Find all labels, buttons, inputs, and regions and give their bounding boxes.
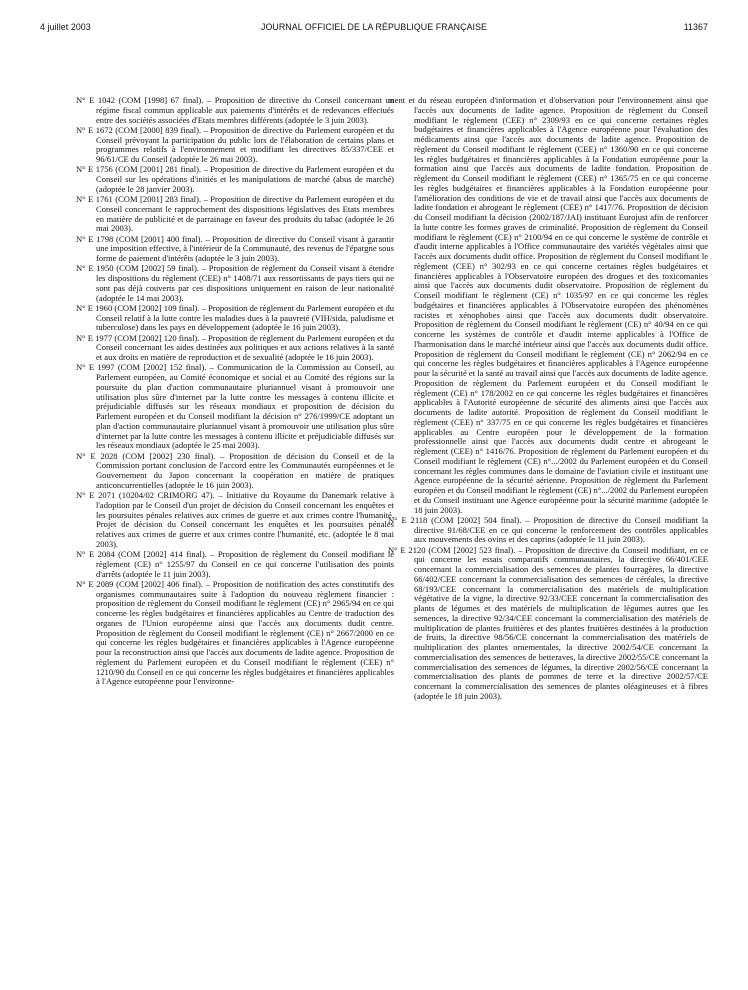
list-entry: N° E 1950 (COM [2002] 59 final). – Proposition de règlement du Conseil visant à étendre les dispositions du règlement (CEE) n° 1408/71 aux ressortissants de pays tiers qui ne sont pas déjà couverts par ces dispositions uniquement en raison de leur nationalité (adoptée le 14 mai 2003). bbox=[76, 263, 394, 303]
list-entry: N° E 1960 (COM [2002] 109 final). – Proposition de règlement du Parlement européen et du Conseil relatif à la lutte contre les maladies dues à la pauvreté (VIH/sida, paludisme et tuberculose) dans les pays en développement (adoptée le 16 juin 2003). bbox=[76, 302, 394, 333]
list-entry: N° E 2118 (COM [2002] 504 final). – Proposition de directive du Conseil modifiant la directive 91/68/CEE en ce qui concerne le renforcement des contrôles applicables aux mouvements des ovins et des caprins (adoptée le 11 juin 2003). bbox=[388, 514, 708, 545]
right-column bbox=[388, 96, 708, 702]
issue-date: 4 juillet 2003 bbox=[40, 22, 91, 32]
list-entry: N° E 1042 (COM [1998] 67 final). – Proposition de directive du Conseil concernant un régime fiscal commun applicable aux paiements d'intérêts et de redevances effectués entre des sociétés associées d'Etats membres différents (adoptée le 3 juin 2003). bbox=[76, 95, 394, 125]
entry-continuation: ment et du réseau européen d'information et d'observation pour l'environnement ainsi que l'accès aux documents de ladite agence. Proposition de règlement du Conseil modifiant le règlement (CEE) n° 2309/93 en ce qui concerne certaines règles budgétaires et financières applicables à l'Agence européenne pour l'évaluation des médicaments ainsi que l'accès aux documents de ladite agence. Proposition de règlement du Conseil modifiant le règlement (CEE) n° 1360/90 en ce qui concerne les règles budgétaires et financières applicables à la Fondation européenne pour la formation ainsi que l'accès aux documents de ladite fondation. Proposition de règlement du Conseil modifiant le règlement (CEE) n° 1365/75 en ce qui concerne les règles budgétaires et financières applicables à la Fondation européenne pour l'amélioration des conditions de vie et de travail ainsi que l'accès aux documents de ladite fondation et abrogeant le règlement (CEE) n° 1417/76. Proposition de décision du Conseil modifiant la décision (2002/187/JAI) instituant Eurojust afin de renforcer la lutte contre les formes graves de criminalité. Proposition de règlement du Conseil modifiant le règlement (CE) n° 2100/94 en ce qui concerne le système de contrôle et d'audit interne applicables à l'Office communautaire des variétés végétales ainsi que l'accès aux documents dudit office. Proposition de règlement du Conseil modifiant le règlement (CEE) n° 302/93 en ce qui concerne certaines règles budgétaires et financières applicables à l'Observatoire européen des drogues et des toxicomanies ainsi que l'accès aux documents dudit observatoire. Proposition de règlement du Conseil modifiant le règlement (CE) n° 1035/97 en ce qui concerne les règles budgétaires et financières applicables à l'Observatoire européen des phénomènes racistes et xénophobes ainsi que l'accès aux documents dudit observatoire. Proposition de règlement du Conseil modifiant le règlement (CE) n° 40/94 en ce qui concerne les systèmes de contrôle et d'audit interne applicables à l'Office de l'harmonisation dans le marché intérieur ainsi que l'accès aux documents dudit office. Proposition de règlement du Conseil modifiant le règlement (CE) n° 2062/94 en ce qui concerne les règles budgétaires et financières applicables à l'Agence européenne pour la sécurité et la santé au travail ainsi que l'accès aux documents de ladite agence. Proposition de règlement du Parlement européen et du Conseil modifiant le règlement (CE) n° 178/2002 en ce qui concerne les règles budgétaires et financières applicables à l'Autorité européenne de sécurité des aliments ainsi que l'accès aux documents de ladite autorité. Proposition de règlement du Conseil modifiant le règlement (CEE) n° 337/75 en ce qui concerne les règles budgétaires et financières applicables au Centre européen pour le développement de la formation professionnelle ainsi que l'accès aux documents dudit centre et abrogeant le règlement (CEE) n° 1416/76. Proposition de règlement du Parlement européen et du Conseil modifiant le règlement (CE) n°.../2002 du Parlement européen et du Conseil concernant les règles communes dans le domaine de l'aviation civile et instituant une Agence européenne de la sécurité aérienne. Proposition de règlement du Parlement européen et du Conseil modifiant le règlement (CE) n°.../2002 du Parlement européen et du Conseil instituant une Agence européenne pour la sécurité maritime (adoptée le 18 juin 2003). bbox=[388, 95, 708, 515]
left-column bbox=[76, 96, 394, 688]
list-entry: N° E 1756 (COM [2001] 281 final). – Proposition de directive du Parlement européen et du Conseil sur les opérations d'initiés et les manipulations de marché (abus de marché) (adoptée le 28 janvier 2003). bbox=[76, 164, 394, 194]
list-entry: N° E 1672 (COM [2000] 839 final). – Proposition de directive du Parlement européen et du Conseil prévoyant la participation du public lors de l'élaboration de certains plans et programmes relatifs à l'environnement et modifiant les directives 85/337/CEE et 96/61/CE du Conseil (adoptée le 26 mai 2003). bbox=[76, 124, 394, 164]
page-number: 11367 bbox=[683, 22, 708, 32]
list-entry: N° E 1997 (COM [2002] 152 final). – Communication de la Commission au Conseil, au Parlement européen, au Comité économique et social et au Comité des régions sur la poursuite du plan d'action communautaire pluriannuel visant à promouvoir une utilisation plus sûre d'internet par la lutte contre les messages à contenu illicite et préjudiciable diffusés sur les réseaux mondiaux et proposition de décision du Parlement européen et du Conseil modifiant la décision n° 276/1999/CE adoptant un plan d'action communautaire pluriannuel visant à promouvoir une utilisation plus sûre d'internet par la lutte contre les messages à contenu illicite et préjudiciable diffusés sur les réseaux mondiaux (adoptée le 25 mai 2003). bbox=[76, 362, 394, 451]
list-entry: N° E 2084 (COM [2002] 414 final). – Proposition de règlement du Conseil modifiant le règlement (CE) n° 1255/97 du Conseil en ce qui concerne l'utilisation des points d'arrêts (adoptée le 11 juin 2003). bbox=[76, 549, 394, 579]
page-header bbox=[40, 22, 708, 36]
list-entry: N° E 2120 (COM [2002] 523 final). – Proposition de directive du Conseil modifiant, en ce qui concerne les essais comparatifs communautaires, la directive 66/401/CEE concernant la commercialisation des semences de plantes fourragères, la directive 66/402/CEE concernant la commercialisation des semences de céréales, la directive 68/193/CEE concernant la commercialisation des matériels de multiplication végétative de la vigne, la directive 92/33/CEE concernant la commercialisation des plants de légumes et des matériels de multiplication de légumes autres que les semences, la directive 92/34/CEE concernant la commercialisation des matériels de multiplication de plantes fruitières et des plantes fruitières destinées à la production de fruits, la directive 98/56/CE concernant la commercialisation des matériels de multiplication des plantes ornementales, la directive 2002/54/CE concernant la commercialisation des semences de betteraves, la directive 2002/55/CE concernant la commercialisation des semences de légumes, la directive 2002/56/CE concernant la commercialisation des plants de pommes de terre et la directive 2002/57/CE concernant la commercialisation des semences de plantes oléagineuses et à fibres (adoptée le 18 juin 2003). bbox=[388, 544, 708, 701]
list-entry: N° E 2028 (COM [2002] 230 final). – Proposition de décision du Conseil et de la Commission portant conclusion de l'accord entre les Communautés européennes et le Gouvernement du Japon concernant la coopération en matière de pratiques anticoncurrentielles (adoptée le 16 juin 2003). bbox=[76, 450, 394, 490]
list-entry: N° E 1798 (COM [2001] 400 final). – Proposition de directive du Conseil visant à garantir une imposition effective, à l'intérieur de la Communauté, des revenus de l'épargne sous forme de paiement d'intérêts (adoptée le 3 juin 2003). bbox=[76, 233, 394, 263]
list-entry: N° E 2089 (COM [2002] 406 final). – Proposition de notification des actes constitutifs des organismes communautaires suite à l'adoption du nouveau règlement financier : proposition de règlement du Conseil modifiant le règlement (CE) n° 2965/94 en ce qui concerne les règles budgétaires et financières applicables au Centre de traduction des organes de l'Union européenne ainsi que l'accès aux documents dudit centre. Proposition de règlement du Conseil modifiant le règlement (CE) n° 2667/2000 en ce qui concerne les règles budgétaires et financières applicables à l'Agence européenne pour la reconstruction ainsi que l'accès aux documents de ladite agence. Proposition de règlement du Parlement européen et du Conseil modifiant le règlement (CEE) n° 1210/90 du Conseil en ce qui concerne les règles budgétaires et financières applicables à l'Agence européenne pour l'environne- bbox=[76, 578, 394, 687]
list-entry: N° E 1977 (COM [2002] 120 final). – Proposition de règlement du Parlement européen et du Conseil concernant les aides destinées aux politiques et aux actions relatives à la santé et aux droits en matière de reproduction et de sexualité (adoptée le 16 juin 2003). bbox=[76, 332, 394, 362]
journal-title: JOURNAL OFFICIEL DE LA RÉPUBLIQUE FRANÇAISE bbox=[260, 22, 488, 32]
list-entry: N° E 1761 (COM [2001] 283 final). – Proposition de directive du Parlement européen et du Conseil concernant le rapprochement des dispositions législatives des Etats membres en matière de publicité et de parrainage en faveur des produits du tabac (adoptée le 26 mai 2003). bbox=[76, 194, 394, 234]
list-entry: N° E 2071 (10204/02 CRIMORG 47). – Initiative du Royaume du Danemark relative à l'adoption par le Conseil d'un projet de décision du Conseil concernant les enquêtes et les poursuites pénales relatives aux crimes de guerre et aux crimes contre l'humanité. Projet de décision du Conseil concernant les enquêtes et les poursuites pénales relatives aux crimes de guerre et aux crimes contre l'humanité, etc. (adoptée le 8 mai 2003). bbox=[76, 490, 394, 549]
